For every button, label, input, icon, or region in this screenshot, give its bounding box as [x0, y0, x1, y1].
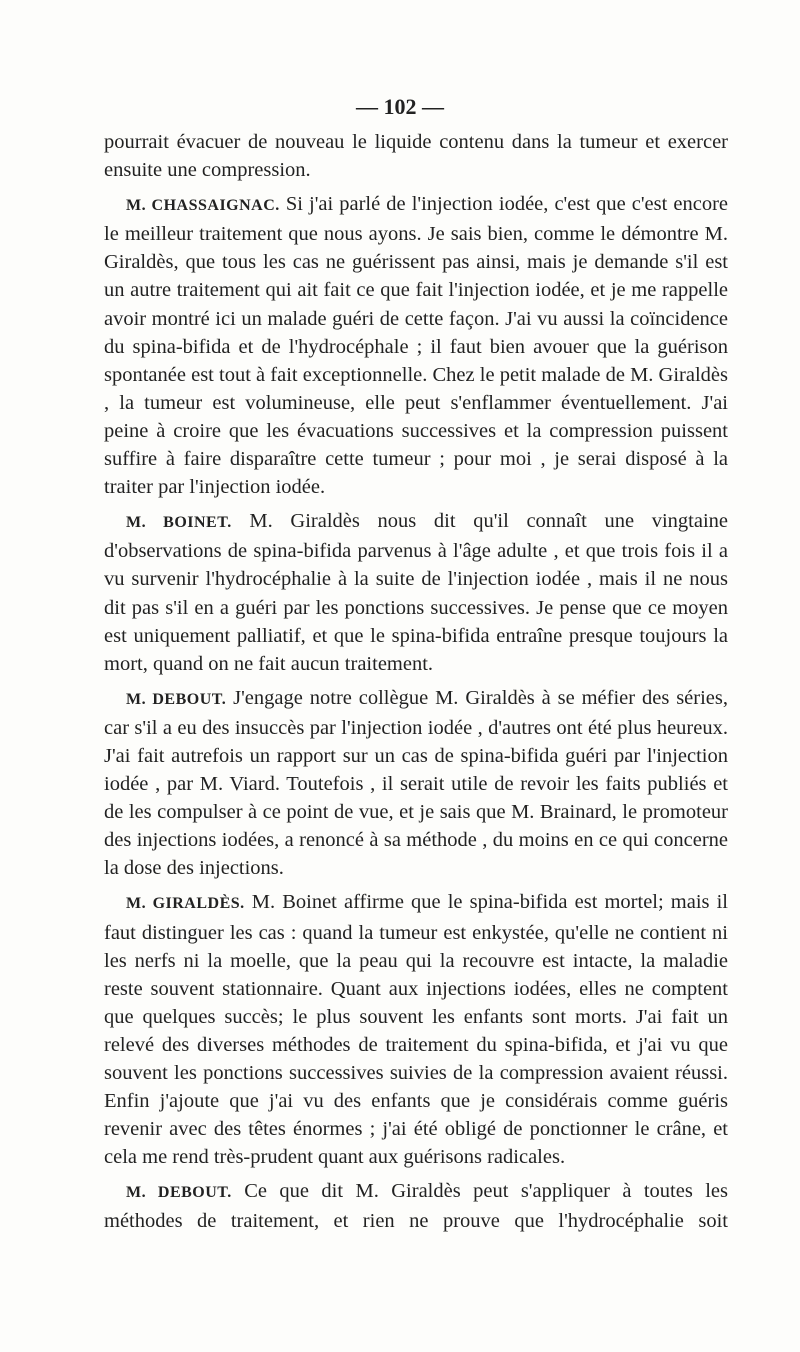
paragraph-giraldes: [104, 888, 728, 1171]
paragraph-debout: [104, 684, 728, 883]
paragraph-text: M. Giraldès nous dit qu'il connaît une vingtaine d'observations de spina-bifida parvenus à l'âge adulte , et que trois fois il a vu survenir l'hydrocéphalie à la suite de l'injection iodée , mais il ne nous dit pas s'il en a guéri par les ponctions successives. Je pense que ce moyen est uniquement palliatif, et que le spina-bifida entraîne presque toujours la mort, quand on ne fait aucun traitement.: [104, 510, 729, 675]
paragraph-text: J'engage notre collègue M. Giraldès à se méfier des séries, car s'il a eu des insuccès par l'injection iodée , d'autres ont été plus heureux. J'ai fait autrefois un rapport sur un cas de spina-bifida guéri par l'injection iodée , par M. Viard. Toutefois , il serait utile de revoir les faits publiés et de les compulser à ce point de vue, et je sais que M. Brainard, le promoteur des injections iodées, a renoncé à sa méthode , du moins en ce qui concerne la dose des injections.: [104, 686, 729, 880]
paragraph-text: Ce que dit M. Giraldès peut s'appliquer à toutes les méthodes de traitement, et rien ne prouve que l'hydrocéphalie soit: [104, 1180, 728, 1233]
speaker-name: M. GIRALDÈS.: [126, 895, 245, 913]
opening-paragraph: pourrait évacuer de nouveau le liquide contenu dans la tumeur et exercer ensuite une compression.: [104, 131, 728, 182]
paragraph-text: M. Boinet affirme que le spina-bifida est mortel; mais il faut distinguer les cas : quand la tumeur est enkystée, qu'elle ne contient ni les nerfs ni la moelle, que la peau qui la recouvre est intacte, la maladie reste souvent stationnaire. Quant aux injections iodées, elles ne comptent que quelques succès; le plus souvent les enfants sont morts. J'ai fait un relevé des diverses méthodes de traitement du spina-bifida, et j'ai vu que souvent les ponctions successives suivies de la compression avaient réussi. Enfin j'ajoute que j'ai vu des enfants que je considérais comme guéris revenir avec des têtes énormes ; j'ai été obligé de ponctionner le crâne, et cela me rend très-prudent quant aux guérisons radicales.: [104, 891, 728, 1169]
page-body: [104, 128, 728, 1236]
speaker-name: M. CHASSAIGNAC.: [126, 197, 280, 215]
speaker-name: M. DEBOUT.: [126, 690, 227, 708]
paragraph-text: Si j'ai parlé de l'injection iodée, c'est que c'est encore le meilleur traitement que nous ayons. Je sais bien, comme le démontre M. Giraldès, que tous les cas ne guérissent pas ainsi, mais je demande s'il est un autre traitement qui ait fait ce que fait l'injection iodée, et je me rappelle avoir montré ici un malade guéri de cette façon. J'ai vu aussi la coïncidence du spina-bifida et de l'hydrocéphale ; il faut bien avouer que la guérison spontanée est tout à fait exceptionnelle. Chez le petit malade de M. Giraldès , la tumeur est volumineuse, elle peut s'enflammer éventuellement. J'ai peine à croire que les évacuations successives et la compression puissent suffire à faire disparaître cette tumeur ; pour moi , je serai disposé à la traiter par l'injection iodée.: [104, 193, 728, 499]
speaker-name: M. BOINET.: [126, 514, 232, 532]
paragraph-debout-continued: [104, 1177, 728, 1235]
paragraph-chassaignac: [104, 190, 728, 501]
paragraph-boinet: [104, 507, 728, 678]
page-number: — 102 —: [356, 94, 444, 119]
speaker-name: M. DEBOUT.: [126, 1184, 232, 1202]
